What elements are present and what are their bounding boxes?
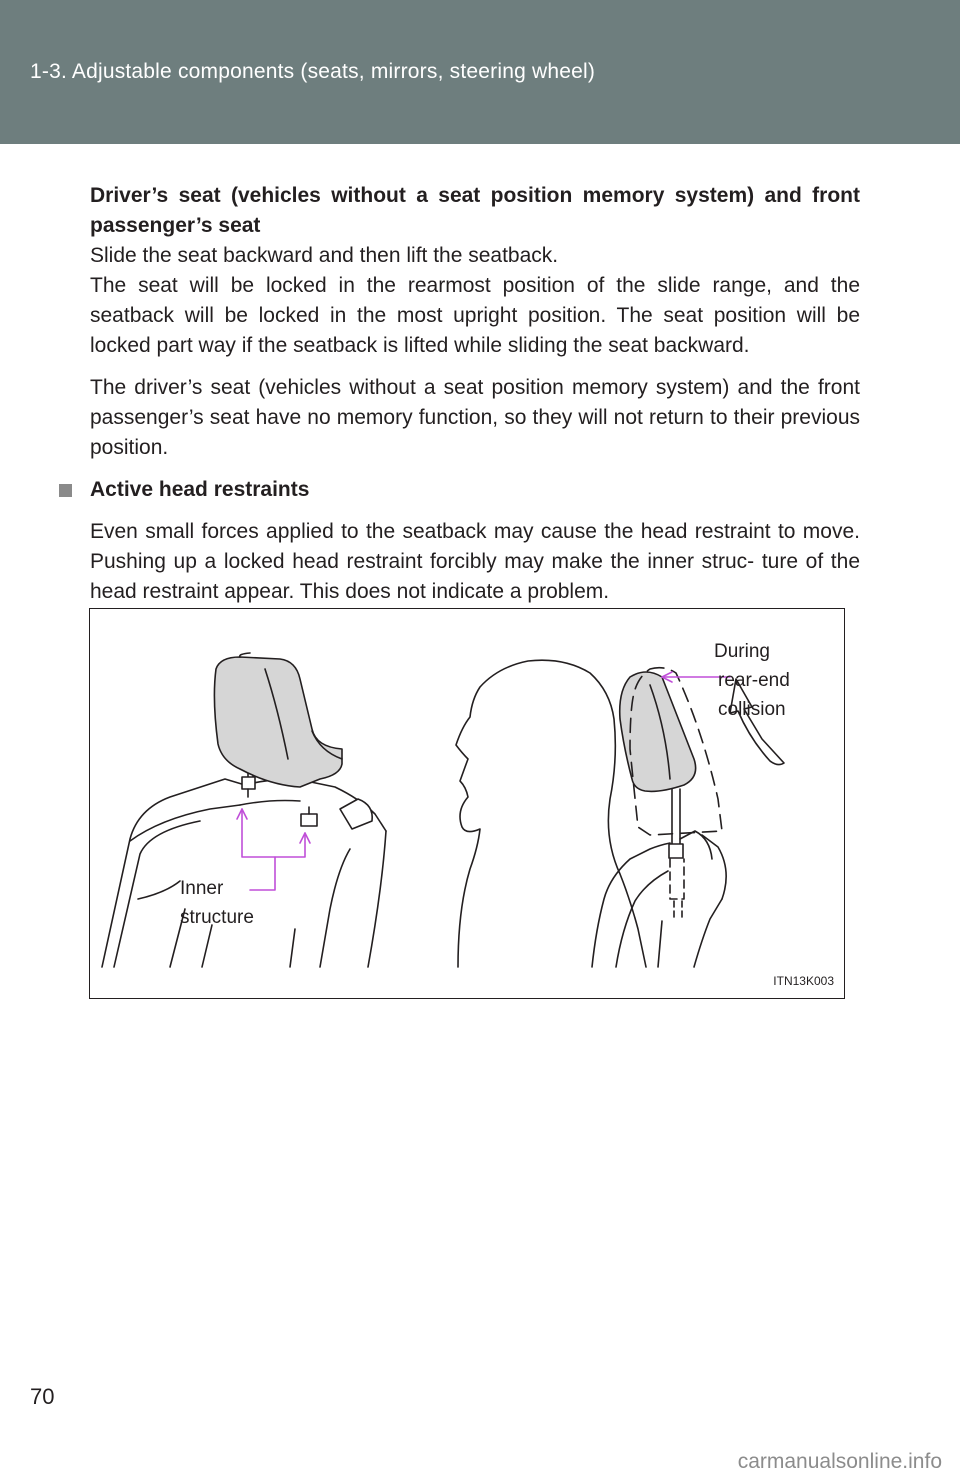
subheading: Driver’s seat (vehicles without a seat position memory system) and front passenger’s seat	[90, 184, 860, 237]
watermark: carmanualsonline.info	[737, 1450, 942, 1473]
section-title: 1-3. Adjustable components (seats, mirrors, steering wheel)	[30, 60, 596, 83]
during-collision-label	[714, 637, 790, 724]
square-bullet-icon	[59, 484, 72, 497]
during-collision-label-line2: rear-end	[718, 670, 790, 691]
body-content	[90, 181, 860, 607]
paragraph-head-restraint: Even small forces applied to the seatback may cause the head restraint to move. Pushing up a locked head restraint forcibly may make the inner struc- ture of the head restraint appear. This does not indicate a problem.	[90, 520, 860, 603]
head-restraint-illustration	[89, 608, 845, 999]
section-heading	[90, 475, 860, 505]
paragraph-slide: Slide the seat backward and then lift the seatback.	[90, 244, 559, 267]
page-number: 70	[30, 1384, 55, 1409]
paragraph-memory: The driver’s seat (vehicles without a seat position memory system) and the front passenger’s seat have no memory function, so they will not return to their previous position.	[90, 376, 860, 459]
section-heading-text: Active head restraints	[90, 478, 310, 501]
inner-structure-label-line2: structure	[180, 907, 254, 928]
inner-structure-label-line1: Inner	[180, 878, 224, 899]
page-header	[0, 0, 960, 144]
inner-structure-label	[180, 874, 254, 932]
paragraph-lock: The seat will be locked in the rearmost position of the slide range, and the seatback will be locked in the most upright position. The seat position will be locked part way if the seatback is lifted while sliding the seat backward.	[90, 274, 860, 357]
figure-code: ITN13K003	[773, 974, 834, 988]
during-collision-label-line1: During	[714, 641, 770, 662]
during-collision-label-line3: collision	[718, 699, 786, 720]
